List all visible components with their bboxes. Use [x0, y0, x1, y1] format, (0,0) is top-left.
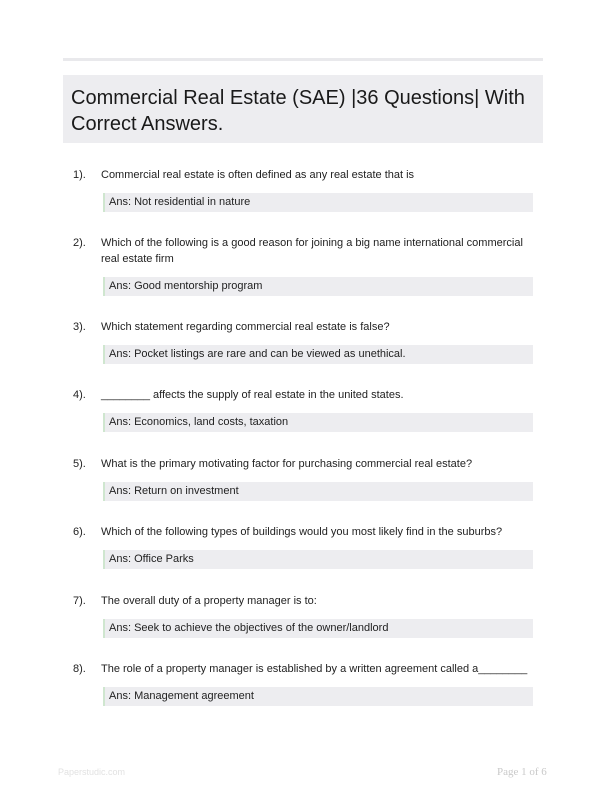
question-item [73, 319, 543, 364]
question-item [73, 387, 543, 432]
question-item [73, 593, 543, 638]
footer-watermark: Paperstudic.com [58, 767, 126, 777]
answer-box: Ans: Office Parks [103, 550, 533, 569]
answer-box: Ans: Seek to achieve the objectives of the owner/landlord [103, 619, 533, 638]
question-number: 7). [73, 595, 86, 607]
question-text: Which of the following types of buildings would you most likely find in the suburbs? [101, 526, 503, 538]
question-text: The role of a property manager is established by a written agreement called a________ [101, 663, 528, 675]
question-item [73, 235, 543, 296]
answer-box: Ans: Economics, land costs, taxation [103, 413, 533, 432]
question-number: 1). [73, 169, 86, 181]
page-indicator: Page 1 of 6 [497, 766, 547, 778]
answer-box: Ans: Return on investment [103, 482, 533, 501]
question-text: ________ affects the supply of real estate in the united states. [101, 389, 404, 401]
question-text: Commercial real estate is often defined as any real estate that is [101, 169, 415, 181]
answer-box: Ans: Management agreement [103, 687, 533, 706]
top-divider [63, 58, 543, 61]
answer-box: Ans: Not residential in nature [103, 193, 533, 212]
question-item [73, 524, 543, 569]
question-number: 4). [73, 389, 86, 401]
question-item [73, 167, 543, 212]
document-title: Commercial Real Estate (SAE) |36 Questions| With Correct Answers. [71, 87, 525, 135]
answer-box: Ans: Good mentorship program [103, 277, 533, 296]
question-item [73, 661, 543, 706]
question-item [73, 456, 543, 501]
question-text: The overall duty of a property manager is to: [101, 595, 317, 607]
question-number: 6). [73, 526, 86, 538]
question-number: 2). [73, 237, 86, 249]
question-text: Which of the following is a good reason for joining a big name international commercial real estate firm [101, 237, 523, 265]
question-number: 5). [73, 458, 86, 470]
answer-box: Ans: Pocket listings are rare and can be viewed as unethical. [103, 345, 533, 364]
title-banner [63, 75, 543, 143]
question-number: 3). [73, 321, 86, 333]
question-text: What is the primary motivating factor for purchasing commercial real estate? [101, 458, 473, 470]
question-text: Which statement regarding commercial real estate is false? [101, 321, 390, 333]
question-number: 8). [73, 663, 86, 675]
